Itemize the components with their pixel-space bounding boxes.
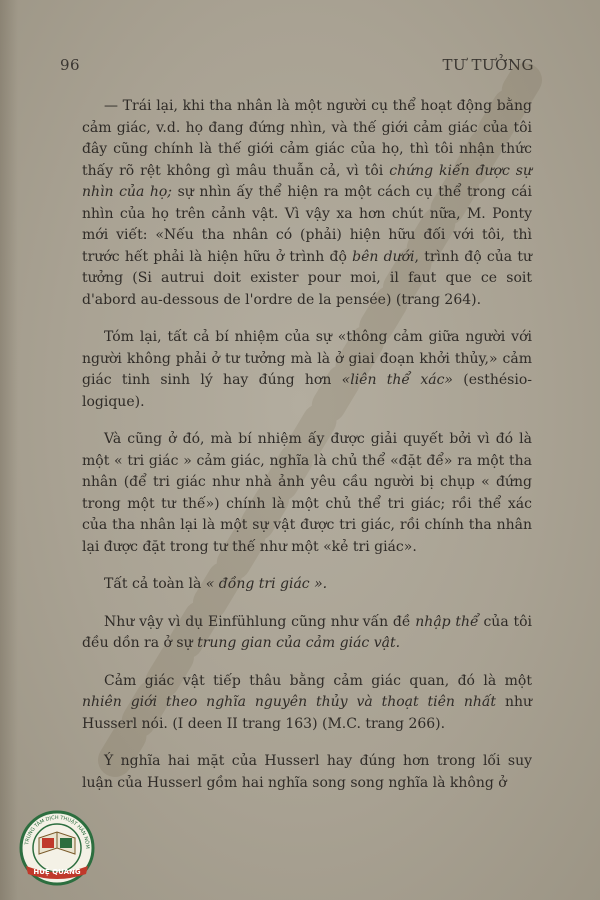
text-run: Ý nghĩa hai mặt của Husserl hay đúng hơn trong lối suy luận của Husserl gồm hai nghĩa song song nghĩa là không ở bbox=[82, 753, 532, 791]
italic-phrase: «liên thể xác» bbox=[341, 372, 453, 388]
paragraph bbox=[82, 429, 532, 558]
text-run: Cảm giác vật tiếp thâu bằng cảm giác quan, đó là một bbox=[104, 672, 532, 689]
paragraph bbox=[82, 612, 532, 655]
page-header bbox=[60, 56, 534, 74]
italic-phrase: nhiên giới theo nghĩa nguyên thủy và thoạt tiên nhất bbox=[82, 694, 497, 710]
text-run: (esthésio-logique). bbox=[82, 372, 532, 410]
italic-phrase: bên dưới bbox=[352, 248, 415, 265]
paragraph bbox=[82, 96, 532, 311]
huequang-logo-seal bbox=[16, 808, 98, 890]
text-run: như Husserl nói. (I deen II trang 163) (M.C. trang 266). bbox=[82, 694, 533, 732]
italic-phrase: trung gian của cảm giác vật. bbox=[197, 635, 401, 651]
text-run: sự nhìn ấy thể hiện ra một cách cụ thể trong cái nhìn của họ trên cảnh vật. Vì vậy xa hơn chút nữa, M. Ponty mới viết: «Nếu tha nhân có (phải) hiện hữu đối với tôi, thì trước hết phải là hiện hữu ở trình độ bbox=[82, 184, 532, 265]
paragraph bbox=[82, 751, 532, 794]
running-title: TƯ TƯỞNG bbox=[442, 56, 534, 74]
italic-phrase: nhập thể bbox=[415, 613, 479, 630]
paragraph bbox=[82, 574, 532, 596]
paragraph bbox=[82, 327, 532, 413]
body-text bbox=[82, 96, 532, 794]
svg-text:TRUNG TÂM DỊCH THUẬT HÁN NÔM: TRUNG TÂM DỊCH THUẬT HÁN NÔM bbox=[24, 814, 91, 849]
italic-phrase: chứng kiến được sự nhìn của họ; bbox=[82, 162, 532, 200]
text-run: Như vậy vì dụ Einfühlung cũng như vấn đề bbox=[104, 613, 416, 630]
text-run: Tất cả toàn là bbox=[104, 576, 206, 592]
text-run: Và cũng ở đó, mà bí nhiệm ấy được giải quyết bởi vì đó là một « tri giác » cảm giác, nghĩa là chủ thể «đặt để» ra một tha nhân (để tri giác như nhà ảnh yêu cầu người bị chụp « đứng trong một tư thế») chính là một chủ thể tri giác; rồi thể xác của tha nhân lại là một sự vật được tri giác, rồi chính tha nhân lại được đặt trong tư thế như một «kẻ tri giác». bbox=[82, 431, 532, 555]
text-run: của tôi đều dồn ra ở sự bbox=[82, 613, 532, 651]
text-run: , trình độ của tư tưởng (Si autrui doit exister pour moi, il faut que ce soit d'abord au-dessous de l'ordre de la pensée) (trang 264). bbox=[82, 248, 532, 308]
text-run: — Trái lại, khi tha nhân là một người cụ thể hoạt động bằng cảm giác, v.d. họ đang đứng nhìn, và thế giới cảm giác của tôi đây cũng chính là thế giới cảm giác của họ, thì tôi nhận thức thấy rõ rệt không gì mâu thuẫn cả, vì tôi bbox=[82, 98, 532, 179]
page-number: 96 bbox=[60, 56, 81, 74]
italic-phrase: « đồng tri giác ». bbox=[205, 576, 328, 592]
page-edge-shadow bbox=[0, 0, 18, 900]
text-run: Tóm lại, tất cả bí nhiệm của sự «thông cảm giữa người với người không phải ở tư tưởng mà là ở giai đoạn khởi thủy,» cảm giác tinh sinh lý hay đúng hơn bbox=[82, 329, 532, 388]
paragraph bbox=[82, 671, 532, 736]
svg-text:HUỆ QUANG: HUỆ QUANG bbox=[33, 868, 81, 876]
